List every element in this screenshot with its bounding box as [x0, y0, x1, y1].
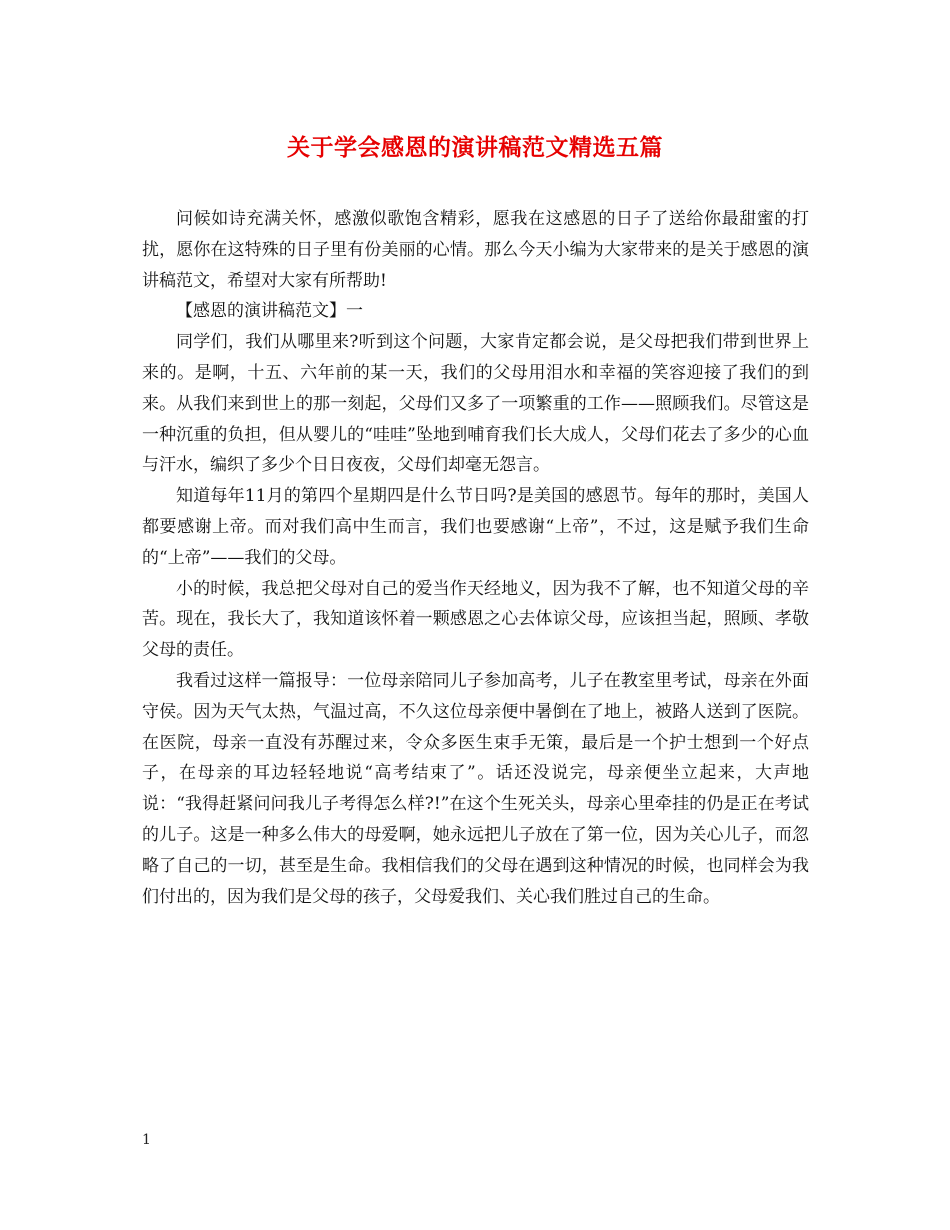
- document-body: [142, 204, 809, 912]
- document-title: 关于学会感恩的演讲稿范文精选五篇: [287, 134, 663, 161]
- body-paragraph: 知道每年11月的第四个星期四是什么节日吗?是美国的感恩节。每年的那时，美国人都要感谢上帝。而对我们高中生而言，我们也要感谢“上帝”，不过，这是赋予我们生命的“上帝”——我们的父母。: [142, 486, 809, 568]
- page-number: 1: [142, 1132, 151, 1148]
- body-paragraph: 同学们，我们从哪里来?听到这个问题，大家肯定都会说，是父母把我们带到世界上来的。是啊，十五、六年前的某一天，我们的父母用泪水和幸福的笑容迎接了我们的到来。从我们来到世上的那一刻起，父母们又多了一项繁重的工作——照顾我们。尽管这是一种沉重的负担，但从婴儿的“哇哇”坠地到哺育我们长大成人，父母们花去了多少的心血与汗水，编织了多少个日日夜夜，父母们却毫无怨言。: [142, 332, 809, 476]
- body-paragraph: 小的时候，我总把父母对自己的爱当作天经地义，因为我不了解，也不知道父母的辛苦。现在，我长大了，我知道该怀着一颗感恩之心去体谅父母，应该担当起，照顾、孝敬父母的责任。: [142, 578, 809, 661]
- body-paragraph: 我看过这样一篇报导：一位母亲陪同儿子参加高考，儿子在教室里考试，母亲在外面守侯。因为天气太热，气温过高，不久这位母亲便中暑倒在了地上，被路人送到了医院。在医院，母亲一直没有苏醒过来，令众多医生束手无策，最后是一个护士想到一个好点子，在母亲的耳边轻轻地说“高考结束了”。话还没说完，母亲便坐立起来，大声地说：“我得赶紧问问我儿子考得怎么样?!”在这个生死关头，母亲心里牵挂的仍是正在考试的儿子。这是一种多么伟大的母爱啊，她永远把儿子放在了第一位，因为关心儿子，而忽略了自己的一切，甚至是生命。我相信我们的父母在遇到这种情况的时候，也同样会为我们付出的，因为我们是父母的孩子，父母爱我们、关心我们胜过自己的生命。: [142, 670, 809, 907]
- intro-paragraph: 问候如诗充满关怀，感激似歌饱含精彩，愿我在这感恩的日子了送给你最甜蜜的打扰，愿你在这特殊的日子里有份美丽的心情。那么今天小编为大家带来的是关于感恩的演讲稿范文，希望对大家有所帮助!: [142, 209, 809, 291]
- section-heading: 【感恩的演讲稿范文】一: [176, 301, 363, 322]
